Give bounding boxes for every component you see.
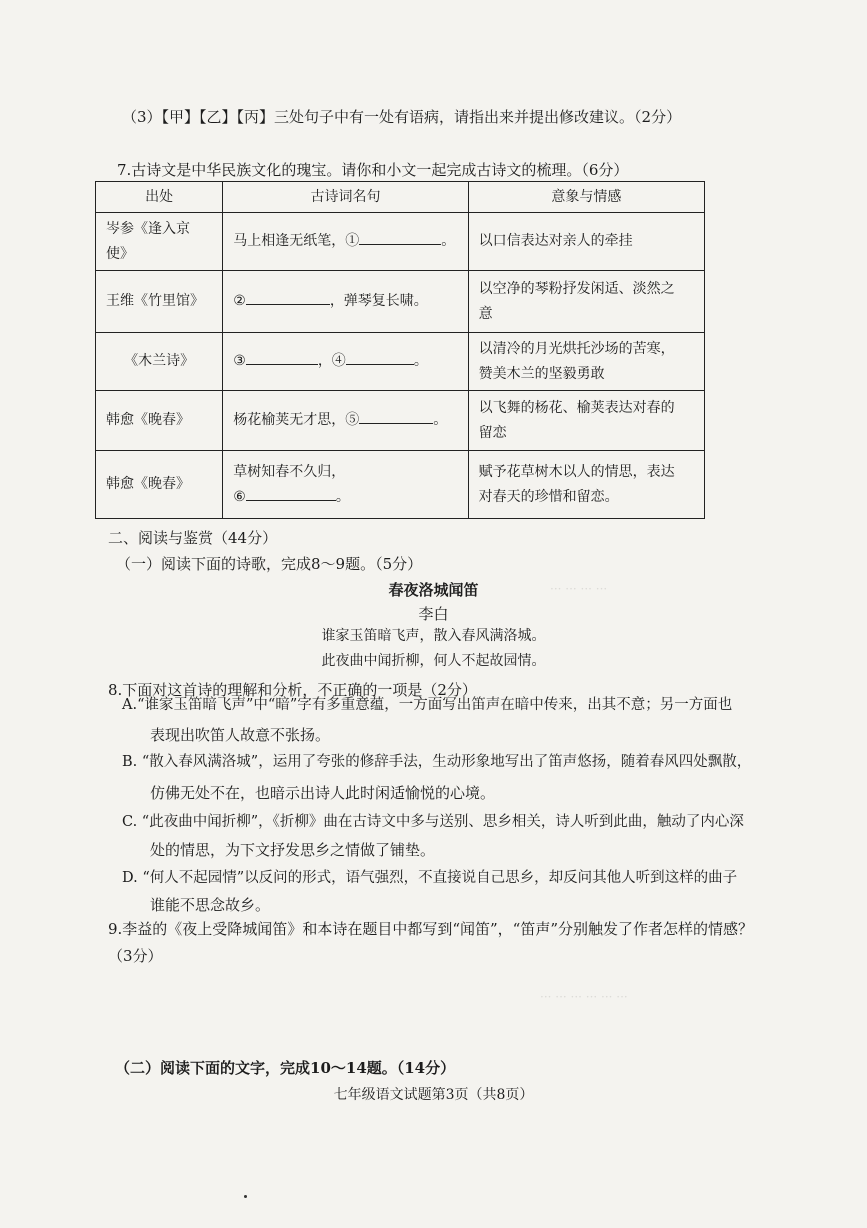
table-row [96, 271, 705, 333]
table-row [96, 391, 705, 451]
question-9-line-1: 9.李益的《夜上受降城闻笛》和本诗在题目中都写到“闻笛”，“笛声”分别触发了作者怎样的情感？ [108, 920, 753, 938]
table-header-row [96, 182, 705, 213]
option-b-line-2: 仿佛无处不在，也暗示出诗人此时闲适愉悦的心境。 [150, 784, 496, 802]
cell-source: 《木兰诗》 [96, 333, 223, 391]
cell-source: 韩愈《晚春》 [96, 451, 223, 519]
option-d-line-2: 谁能不思念故乡。 [150, 896, 271, 914]
cell-source: 韩愈《晚春》 [96, 391, 223, 451]
part-1-heading: （一）阅读下面的诗歌，完成8～9题。（5分） [116, 555, 423, 573]
option-d-line-1: D. “何人不起园情”以反问的形式，语气强烈，不直接说自己思乡，却反问其他人听到这样的曲子 [122, 870, 738, 886]
bleed-through-text: ··· ··· ··· ··· [550, 582, 608, 596]
option-a-line-1: A.“谁家玉笛暗飞声”中“暗”字有多重意蕴，一方面写出笛声在暗中传来，出其不意；另一方面也 [122, 697, 733, 713]
question-6-3: （3）【甲】【乙】【丙】三处句子中有一处有语病，请指出来并提出修改建议。（2分） [122, 108, 682, 126]
cell-line: ③ ，④ 。 [223, 333, 468, 391]
cell-source: 王维《竹里馆》 [96, 271, 223, 333]
option-b-line-1: B. “散入春风满洛城”，运用了夸张的修辞手法，生动形象地写出了笛声悠扬，随着春风四处飘散， [122, 754, 752, 770]
cell-feeling: 以口信表达对亲人的牵挂 [468, 213, 704, 271]
answer-blank-6[interactable] [246, 486, 336, 501]
poem-line-2: 此夜曲中闻折柳，何人不起故园情。 [321, 653, 546, 669]
poem-author: 李白 [418, 605, 449, 623]
cell-feeling: 以空净的琴粉抒发闲适、淡然之 意 [468, 271, 704, 333]
question-7: 7.古诗文是中华民族文化的瑰宝。请你和小文一起完成古诗文的梳理。（6分） [117, 161, 629, 179]
answer-blank-1[interactable] [359, 230, 441, 245]
cell-line: 马上相逢无纸笔，① 。 [223, 213, 468, 271]
bleed-through-text: ··· ··· ··· ··· ··· ··· [540, 990, 628, 1004]
cell-line: ② ，弹琴复长啸。 [223, 271, 468, 333]
option-c-line-1: C. “此夜曲中闻折柳”，《折柳》曲在古诗文中多与送别、思乡相关，诗人听到此曲，触动了内心深 [122, 814, 744, 830]
table-row [96, 213, 705, 271]
cell-line: 草树知春不久归， ⑥ 。 [223, 451, 468, 519]
table-row [96, 451, 705, 519]
option-c-line-2: 处的情思，为下文抒发思乡之情做了铺垫。 [150, 841, 436, 859]
cell-source: 岑参《逢入京 使》 [96, 213, 223, 271]
part-2-heading: （二）阅读下面的文字，完成10～14题。（14分） [115, 1059, 456, 1077]
cell-feeling: 以飞舞的杨花、榆荚表达对春的 留恋 [468, 391, 704, 451]
question-9-line-2: （3分） [108, 947, 163, 965]
page-mark [244, 1195, 247, 1198]
poetry-table [95, 181, 705, 519]
answer-blank-3[interactable] [246, 350, 318, 365]
cell-feeling: 以清冷的月光烘托沙场的苦寒， 赞美木兰的坚毅勇敢 [468, 333, 704, 391]
section-heading: 二、阅读与鉴赏（44分） [108, 529, 278, 547]
option-a-line-2: 表现出吹笛人故意不张扬。 [150, 726, 331, 744]
header-lines: 古诗词名句 [223, 182, 468, 213]
header-source: 出处 [96, 182, 223, 213]
cell-feeling: 赋予花草树木以人的情思，表达 对春天的珍惜和留恋。 [468, 451, 704, 519]
cell-line: 杨花榆荚无才思，⑤ 。 [223, 391, 468, 451]
table-row [96, 333, 705, 391]
answer-blank-5[interactable] [359, 409, 433, 424]
header-imagery: 意象与情感 [468, 182, 704, 213]
poem-title: 春夜洛城闻笛 [388, 581, 479, 599]
poem-line-1: 谁家玉笛暗飞声，散入春风满洛城。 [321, 628, 546, 644]
answer-blank-2[interactable] [246, 290, 330, 305]
answer-blank-4[interactable] [346, 350, 414, 365]
question-8: 8.下面对这首诗的理解和分析，不正确的一项是（2分） [108, 681, 477, 699]
page-footer: 七年级语文试题第3页（共8页） [333, 1087, 534, 1103]
